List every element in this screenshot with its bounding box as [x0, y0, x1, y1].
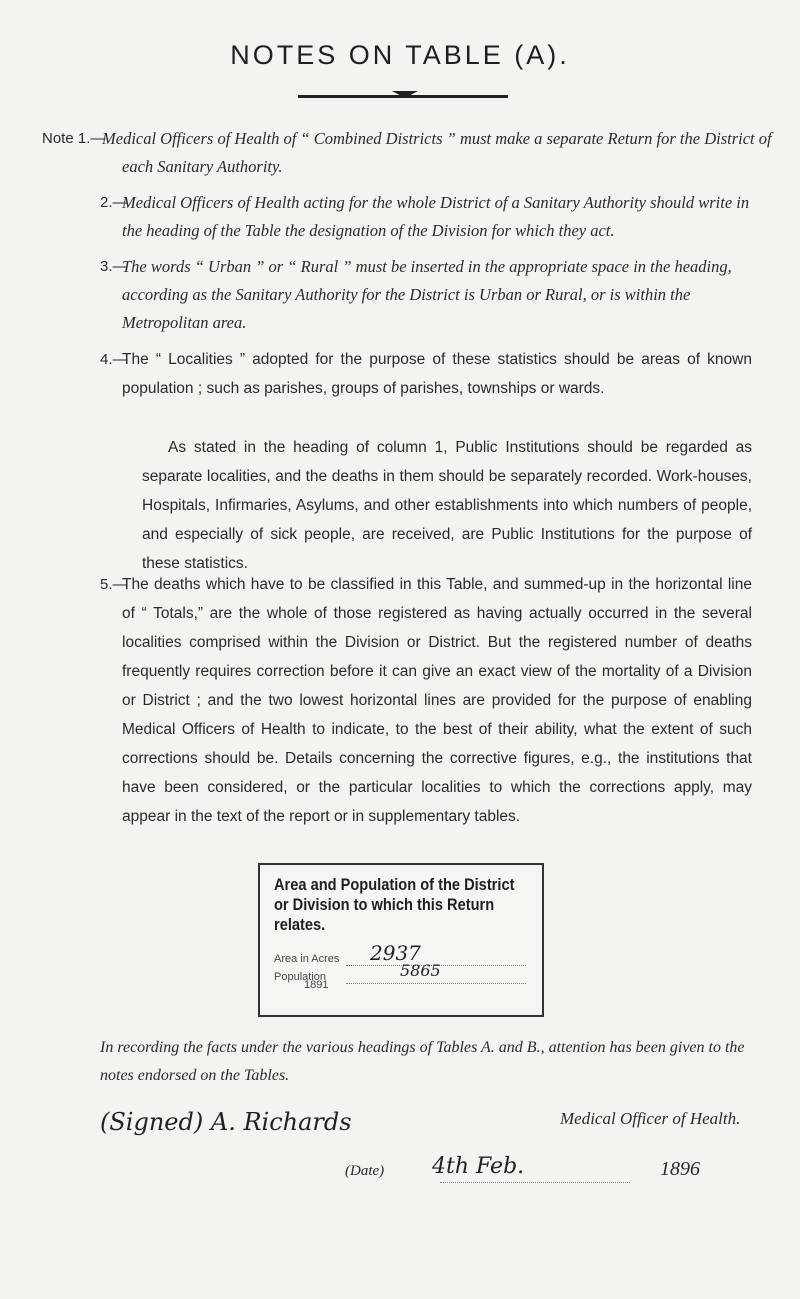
- note-number: 2.—: [100, 194, 128, 211]
- note-3: [100, 253, 752, 337]
- page-title: NOTES ON TABLE (A).: [230, 40, 570, 70]
- date-year: 1896: [660, 1158, 700, 1180]
- signature: (Signed) A. Richards: [100, 1108, 352, 1136]
- note-text: Medical Officers of Health acting for the whole District of a Sanitary Authority should write in the heading of the Table the designation of the Division for which they act.: [122, 193, 750, 240]
- area-label: Area in Acres: [274, 953, 340, 965]
- note-number: 4.—: [100, 351, 128, 368]
- closing-statement: In recording the facts under the various headings of Tables A. and B., attention has been given to the notes endorsed on the Tables.: [100, 1039, 745, 1084]
- date-label: (Date): [345, 1163, 385, 1179]
- note-4-continued: As stated in the heading of column 1, Public Institutions should be regarded as separate localities, and the deaths in them should be separately recorded. Work-houses, Hospitals, Infirmaries, Asylums, and other establishments into which numbers of people, and especially of sick people, are received, are Public Institutions for the purpose of these statistics.: [142, 439, 752, 572]
- box-title: Area and Population of the District or Division to which this Return relates.: [274, 875, 515, 934]
- note-number: 3.—: [100, 258, 128, 275]
- population-year: 1891: [304, 979, 329, 991]
- date-value: 4th Feb.: [432, 1154, 525, 1179]
- population-label: Population: [274, 971, 326, 983]
- role-label: Medical Officer of Health.: [560, 1109, 741, 1128]
- note-text: The deaths which have to be classified in this Table, and summed-up in the horizontal line of “ Totals,” are the whole of those registered as having actually occurred in the several localities comprised within the Division or District. But the registered number of deaths frequently requires correction before it can give an exact view of the mortality of a Division or District ; and the two lowest horizontal lines are provided for the purpose of enabling Medical Officers of Health to indicate, to the best of their ability, what the extent of such corrections should be. Details concerning the corrective figures, e.g., the institutions that have been considered, or the particular localities to which the corrections apply, may appear in the text of the report or in supplementary tables.: [122, 576, 752, 825]
- note-2: [100, 189, 752, 245]
- note-1: [42, 125, 772, 181]
- note-number: Note 1.—: [42, 130, 106, 147]
- note-text: The words “ Urban ” or “ Rural ” must be inserted in the appropriate space in the heading, according as the Sanitary Authority for the District is Urban or Rural, or is within the Metropolitan area.: [122, 257, 732, 332]
- population-value: 5865: [400, 961, 441, 980]
- title-rule-ornament: [392, 91, 418, 98]
- note-number: 5.—: [100, 576, 128, 593]
- note-text: The “ Localities ” adopted for the purpose of these statistics should be areas of known population ; such as parishes, groups of parishes, townships or wards.: [122, 351, 752, 397]
- date-dotted-line: [440, 1182, 630, 1183]
- area-population-box: [258, 863, 544, 1017]
- note-4: [100, 345, 752, 403]
- note-text: Medical Officers of Health of “ Combined Districts ” must make a separate Return for the District of each Sanitary Authority.: [102, 129, 772, 176]
- note-5: [100, 570, 752, 831]
- area-value: 2937: [370, 941, 421, 965]
